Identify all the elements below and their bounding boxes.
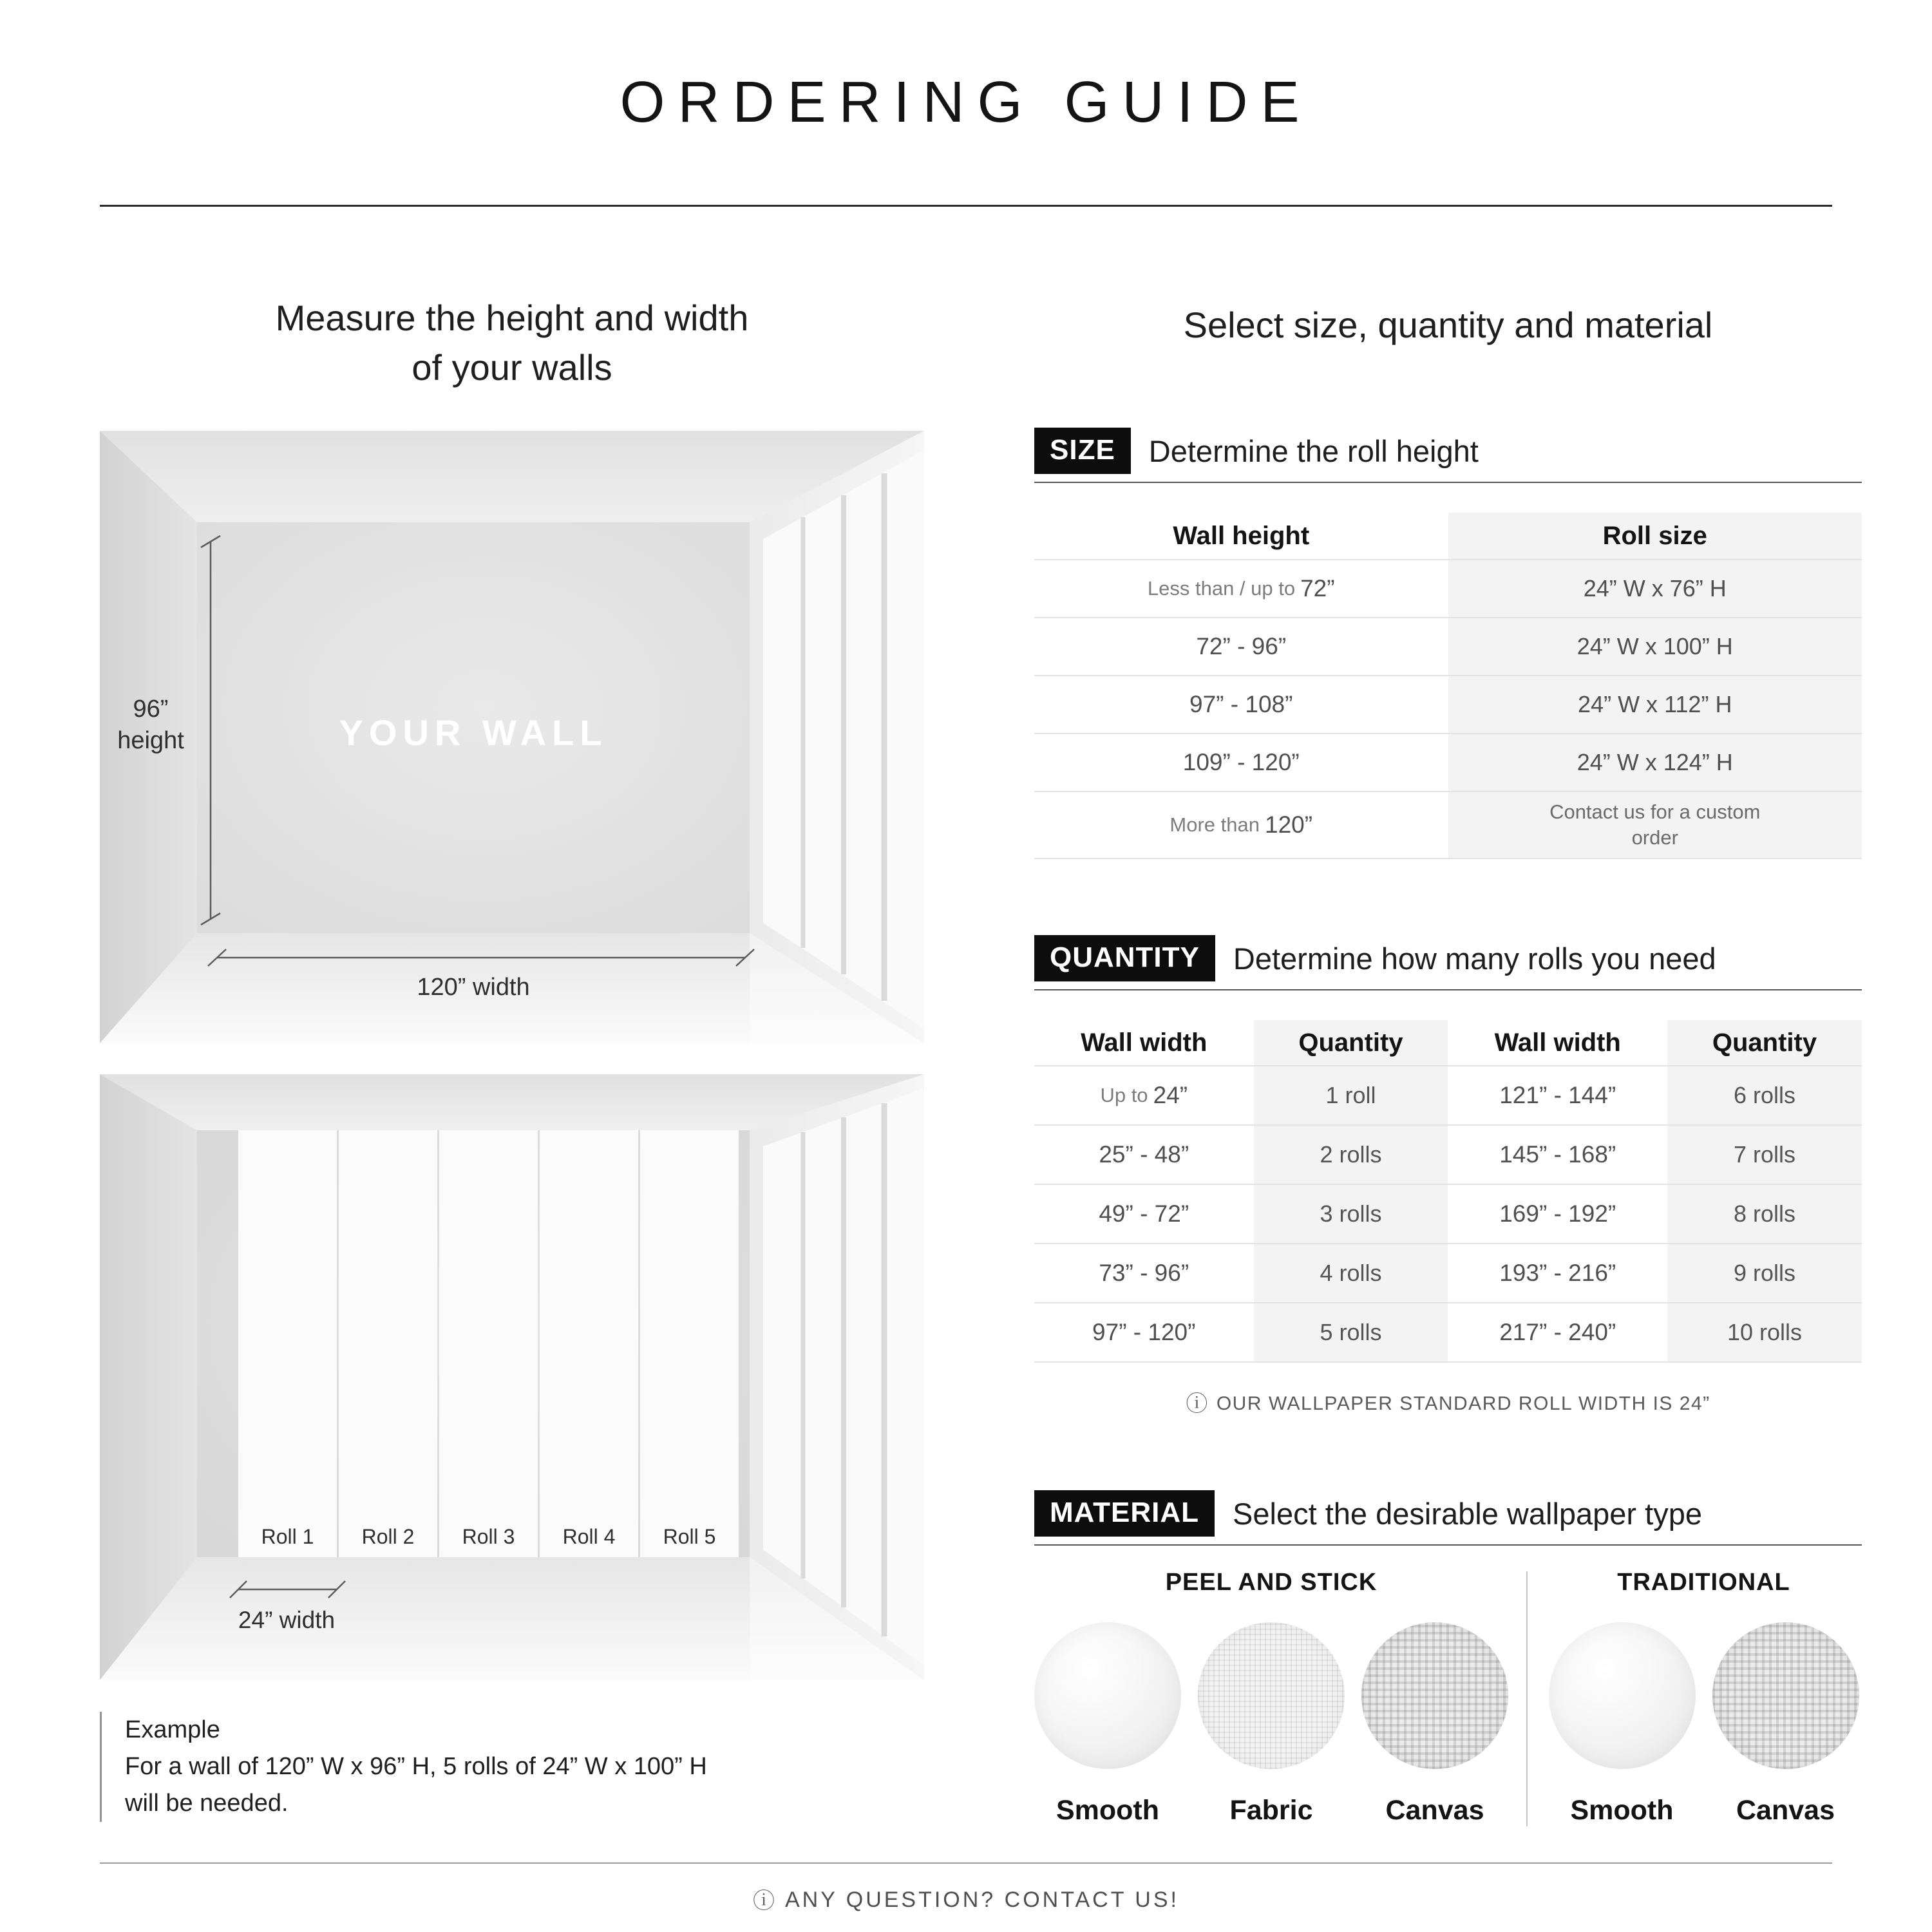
material-section-header (1034, 1490, 1862, 1537)
measure-heading-line2: of your walls (412, 347, 612, 388)
roll-size-cell: Contact us for a custom order (1448, 792, 1862, 858)
height-label (102, 694, 199, 757)
material-badge: MATERIAL (1034, 1490, 1215, 1537)
peel-and-stick-swatches (1034, 1622, 1508, 1826)
footer-contact (0, 1883, 1932, 1915)
roll-size-cell: 24” W x 112” H (1448, 676, 1862, 733)
quantity-header: Quantity (1667, 1020, 1862, 1065)
roll-size-cell: 24” W x 124” H (1448, 734, 1862, 791)
wall-width-header: Wall width (1081, 1028, 1208, 1057)
roll-size-header: Roll size (1448, 513, 1862, 559)
roll-panel-2 (339, 1130, 437, 1557)
roll-panel-1 (238, 1130, 337, 1557)
fabric-texture-icon (1198, 1622, 1345, 1769)
example-title: Example (125, 1716, 220, 1743)
peel-and-stick-title: PEEL AND STICK (1165, 1569, 1378, 1596)
roll-size-cell: 24” W x 100” H (1448, 618, 1862, 675)
traditional-swatches (1549, 1622, 1859, 1826)
canvas-texture-icon (1712, 1622, 1859, 1769)
select-heading: Select size, quantity and material (1183, 305, 1713, 345)
material-groups (1034, 1569, 1862, 1826)
quantity-table-row (1034, 1185, 1862, 1244)
size-table-header-row (1034, 513, 1862, 560)
wall-width-cell: 97” - 120” (1092, 1319, 1196, 1345)
material-section-rule (1034, 1544, 1862, 1546)
quantity-cell: 6 rolls (1667, 1066, 1862, 1124)
roll-2-label: Roll 2 (361, 1525, 415, 1548)
roll-width-label: 24” width (238, 1607, 336, 1633)
wall-width-cell: 193” - 216” (1499, 1260, 1616, 1286)
wall-height-cell: More than 120” (1170, 811, 1313, 838)
footer-divider (100, 1862, 1832, 1864)
title-divider (100, 205, 1832, 207)
quantity-cell: 7 rolls (1667, 1126, 1862, 1184)
size-section-rule (1034, 482, 1862, 483)
wall-width-cell: 121” - 144” (1499, 1082, 1616, 1108)
room-illustration-wall (100, 431, 924, 1043)
info-icon: ⓘ (753, 1889, 777, 1913)
size-badge: SIZE (1034, 428, 1131, 474)
quantity-cell: 9 rolls (1667, 1244, 1862, 1302)
swatch-label: Fabric (1229, 1795, 1313, 1826)
room2-render (100, 1074, 924, 1680)
smooth-texture-icon (1549, 1622, 1696, 1769)
size-table-row (1034, 734, 1862, 792)
size-table-row (1034, 560, 1862, 618)
swatch-label: Canvas (1385, 1795, 1484, 1826)
measure-heading-line1: Measure the height and width (275, 298, 749, 338)
swatch-canvas (1361, 1622, 1508, 1826)
example-line2: will be needed. (125, 1790, 289, 1817)
measure-heading (100, 293, 924, 393)
roll-panel-5 (640, 1130, 739, 1557)
quantity-cell: 4 rolls (1254, 1244, 1448, 1302)
roll-4-label: Roll 4 (562, 1525, 616, 1548)
footer-contact-text: ANY QUESTION? CONTACT US! (785, 1888, 1179, 1912)
traditional-group (1546, 1569, 1862, 1826)
quantity-cell: 5 rolls (1254, 1303, 1448, 1361)
roll-panel-4 (540, 1130, 638, 1557)
quantity-table-row (1034, 1303, 1862, 1363)
wall-height-cell: 97” - 108” (1189, 691, 1293, 717)
roll-5-label: Roll 5 (663, 1525, 716, 1548)
size-section-header (1034, 428, 1862, 474)
roll-size-cell: 24” W x 76” H (1448, 560, 1862, 617)
size-table (1034, 513, 1862, 859)
roll-width-note (1034, 1386, 1862, 1417)
quantity-cell: 3 rolls (1254, 1185, 1448, 1243)
size-table-row (1034, 792, 1862, 859)
wall-height-header: Wall height (1173, 521, 1310, 550)
wall-width-cell: 49” - 72” (1099, 1200, 1189, 1227)
smooth-texture-icon (1034, 1622, 1181, 1769)
swatch-fabric (1198, 1622, 1345, 1826)
wall-width-cell: 145” - 168” (1499, 1141, 1616, 1168)
peel-and-stick-group (1034, 1569, 1508, 1826)
quantity-table-row (1034, 1126, 1862, 1185)
swatch-label: Canvas (1736, 1795, 1835, 1826)
wall-height-cell: Less than / up to 72” (1147, 575, 1335, 601)
roll-panel-3 (439, 1130, 538, 1557)
width-label: 120” width (417, 974, 530, 1001)
wall-height-cell: 72” - 96” (1196, 633, 1287, 659)
your-wall-label: YOUR WALL (339, 712, 608, 753)
wall-width-cell: 73” - 96” (1099, 1260, 1189, 1286)
wall-width-header: Wall width (1494, 1028, 1621, 1057)
canvas-texture-icon (1361, 1622, 1508, 1769)
quantity-table-row (1034, 1244, 1862, 1303)
swatch-label: Smooth (1570, 1795, 1674, 1826)
height-value: 96” (133, 696, 169, 723)
info-icon: ⓘ (1186, 1392, 1209, 1416)
quantity-header: Quantity (1254, 1020, 1448, 1065)
quantity-cell: 2 rolls (1254, 1126, 1448, 1184)
material-subtitle: Select the desirable wallpaper type (1233, 1496, 1702, 1531)
quantity-table-row (1034, 1066, 1862, 1126)
quantity-table (1034, 1020, 1862, 1363)
quantity-subtitle: Determine how many rolls you need (1233, 941, 1716, 976)
traditional-title: TRADITIONAL (1617, 1569, 1790, 1596)
roll-3-label: Roll 3 (462, 1525, 515, 1548)
size-table-row (1034, 618, 1862, 676)
example-block (100, 1712, 924, 1822)
quantity-cell: 1 roll (1254, 1066, 1448, 1124)
wall-width-cell: 217” - 240” (1499, 1319, 1616, 1345)
quantity-section-rule (1034, 989, 1862, 990)
swatch-label: Smooth (1056, 1795, 1160, 1826)
note-text: OUR WALLPAPER STANDARD ROLL WIDTH IS 24” (1216, 1393, 1710, 1414)
roll-1-label: Roll 1 (261, 1525, 314, 1548)
size-table-row (1034, 676, 1862, 734)
quantity-badge: QUANTITY (1034, 935, 1215, 981)
page-title: ORDERING GUIDE (620, 70, 1312, 135)
quantity-section-header (1034, 935, 1862, 981)
wall-height-cell: 109” - 120” (1182, 749, 1300, 775)
wall-width-cell: 25” - 48” (1099, 1141, 1189, 1168)
material-divider (1526, 1571, 1528, 1826)
quantity-cell: 10 rolls (1667, 1303, 1862, 1361)
example-line1: For a wall of 120” W x 96” H, 5 rolls of 24” W x 100” H (125, 1753, 707, 1780)
quantity-table-header-row (1034, 1020, 1862, 1066)
room-illustration-rolls (100, 1074, 924, 1680)
swatch-canvas (1712, 1622, 1859, 1826)
swatch-smooth (1549, 1622, 1696, 1826)
swatch-smooth (1034, 1622, 1181, 1826)
size-subtitle: Determine the roll height (1148, 433, 1479, 468)
quantity-cell: 8 rolls (1667, 1185, 1862, 1243)
wall-width-cell: Up to 24” (1100, 1082, 1188, 1108)
height-word: height (117, 727, 184, 755)
wall-width-cell: 169” - 192” (1499, 1200, 1616, 1227)
